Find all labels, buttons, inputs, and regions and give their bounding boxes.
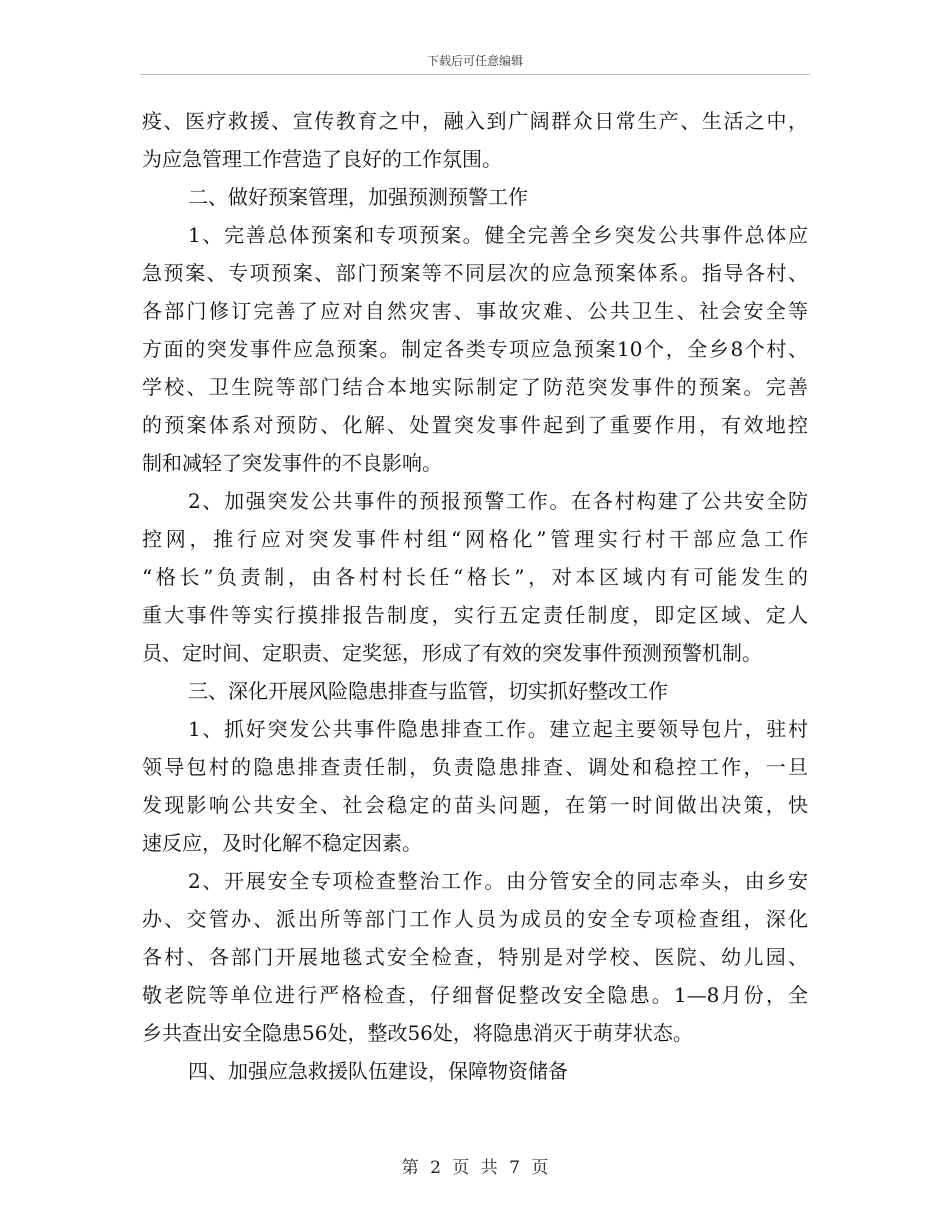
section-heading: 四、加强应急救援队伍建设，保障物资储备: [188, 1059, 568, 1083]
text-line: 方面的突发事件应急预案。制定各类专项应急预案10个，全乡8个村、: [142, 337, 808, 361]
text-line: 2、开展安全专项检查整治工作。由分管安全的同志牵头，由乡安: [188, 869, 808, 893]
text-line: 发现影响公共安全、社会稳定的苗头问题，在第一时间做出决策，快: [142, 793, 808, 817]
text-line: 速反应，及时化解不稳定因素。: [142, 831, 422, 855]
text-line: 各部门修订完善了应对自然灾害、事故灾难、公共卫生、社会安全等: [142, 299, 808, 323]
text-line: 1、抓好突发公共事件隐患排查工作。建立起主要领导包片，驻村: [188, 717, 808, 741]
text-line: 敬老院等单位进行严格检查，仔细督促整改安全隐患。1—8月份，全: [142, 983, 808, 1007]
text-line: 乡共查出安全隐患56处，整改56处，将隐患消灭于萌芽状态。: [142, 1021, 693, 1045]
section-heading: 二、做好预案管理，加强预测预警工作: [188, 185, 528, 209]
text-line: 控网，推行应对突发事件村组“网格化”管理实行村干部应急工作: [142, 527, 808, 551]
text-line: 员、定时间、定职责、定奖惩，形成了有效的突发事件预测预警机制。: [142, 641, 762, 665]
page-header: 下载后可任意编辑: [426, 54, 523, 68]
text-line: 制和减轻了突发事件的不良影响。: [142, 451, 442, 475]
section-heading: 三、深化开展风险隐患排查与监管，切实抓好整改工作: [188, 679, 668, 703]
text-line: 为应急管理工作营造了良好的工作氛围。: [142, 147, 502, 171]
text-line: 各村、各部门开展地毯式安全检查，特别是对学校、医院、幼儿园、: [142, 945, 808, 969]
document-body: [142, 102, 808, 1090]
text-line: 疫、医疗救援、宣传教育之中，融入到广阔群众日常生产、生活之中，: [142, 109, 808, 133]
text-line: 急预案、专项预案、部门预案等不同层次的应急预案体系。指导各村、: [142, 261, 808, 285]
text-line: 1、完善总体预案和专项预案。健全完善全乡突发公共事件总体应: [188, 223, 808, 247]
text-line: 2、加强突发公共事件的预报预警工作。在各村构建了公共安全防: [188, 489, 808, 513]
text-line: 领导包村的隐患排查责任制，负责隐患排查、调处和稳控工作，一旦: [142, 755, 808, 779]
page-footer: 第 2 页 共 7 页: [401, 1158, 549, 1178]
text-line: 的预案体系对预防、化解、处置突发事件起到了重要作用，有效地控: [142, 413, 808, 437]
text-line: 学校、卫生院等部门结合本地实际制定了防范突发事件的预案。完善: [142, 375, 808, 399]
text-line: “格长”负责制，由各村村长任“格长”，对本区域内有可能发生的: [142, 565, 808, 589]
header-divider: [140, 74, 810, 75]
text-line: 重大事件等实行摸排报告制度，实行五定责任制度，即定区域、定人: [142, 603, 808, 627]
text-line: 办、交管办、派出所等部门工作人员为成员的安全专项检查组，深化: [142, 907, 808, 931]
